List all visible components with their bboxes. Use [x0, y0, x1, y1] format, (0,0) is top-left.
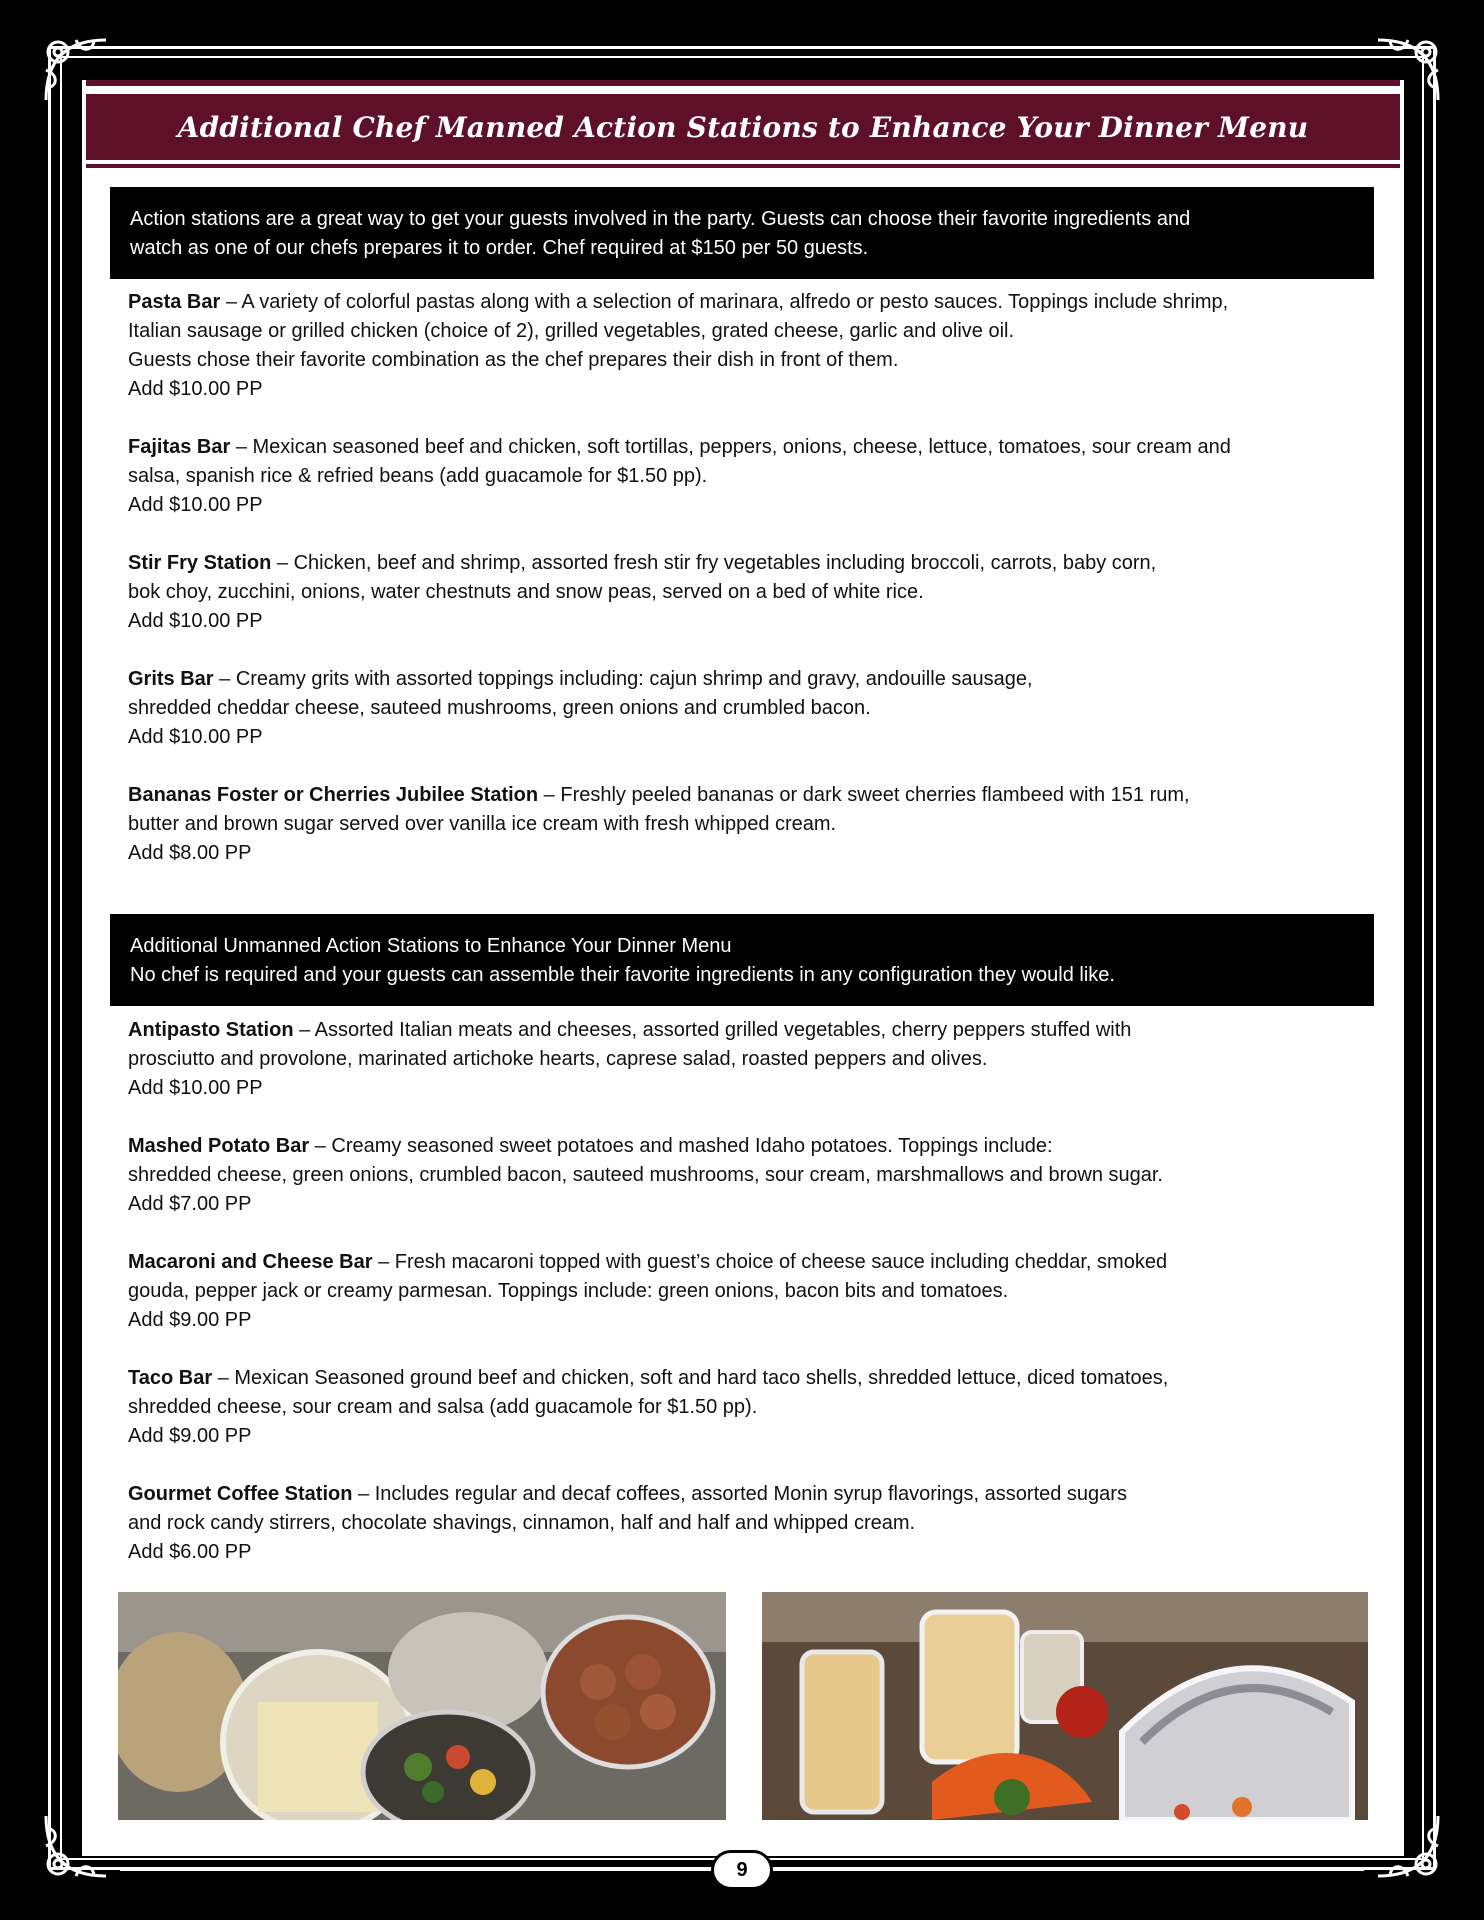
- item-name: Fajitas Bar: [128, 436, 231, 458]
- list-item: [128, 1132, 1368, 1219]
- item-price: Add $6.00 PP: [128, 1541, 252, 1563]
- title-overline: [86, 80, 1400, 86]
- item-name: Taco Bar: [128, 1367, 213, 1389]
- unmanned-intro-line: No chef is required and your guests can assemble their favorite ingredients in any configuration they would like.: [130, 964, 1115, 986]
- item-price: Add $10.00 PP: [128, 610, 263, 632]
- footer-rule-left: [120, 1868, 711, 1871]
- item-price: Add $7.00 PP: [128, 1193, 252, 1215]
- page-number: 9: [711, 1850, 773, 1890]
- item-description: bok choy, zucchini, onions, water chestnuts and snow peas, served on a bed of white rice.: [128, 581, 924, 603]
- page-title: Additional Chef Manned Action Stations to Enhance Your Dinner Menu: [177, 110, 1309, 144]
- manned-intro-line: Action stations are a great way to get your guests involved in the party. Guests can choose their favorite ingredients and: [130, 208, 1191, 230]
- item-price: Add $9.00 PP: [128, 1309, 252, 1331]
- manned-intro-line: watch as one of our chefs prepares it to order. Chef required at $150 per 50 guests.: [130, 237, 869, 259]
- title-banner: [86, 94, 1400, 160]
- item-description: gouda, pepper jack or creamy parmesan. Toppings include: green onions, bacon bits and tomatoes.: [128, 1280, 1009, 1302]
- item-description: butter and brown sugar served over vanilla ice cream with fresh whipped cream.: [128, 813, 837, 835]
- item-price: Add $9.00 PP: [128, 1425, 252, 1447]
- food-photo-buffet: [762, 1592, 1368, 1820]
- item-description: prosciutto and provolone, marinated artichoke hearts, caprese salad, roasted peppers and olives.: [128, 1048, 988, 1070]
- item-description: and rock candy stirrers, chocolate shavings, cinnamon, half and half and whipped cream.: [128, 1512, 916, 1534]
- item-name: Macaroni and Cheese Bar: [128, 1251, 373, 1273]
- list-item: [128, 781, 1368, 868]
- menu-page: [82, 80, 1404, 1856]
- unmanned-items-list: [128, 1016, 1368, 1596]
- list-item: [128, 1364, 1368, 1451]
- item-description: – Creamy seasoned sweet potatoes and mashed Idaho potatoes. Toppings include:: [309, 1135, 1053, 1157]
- page-footer: [0, 1848, 1484, 1892]
- list-item: [128, 549, 1368, 636]
- list-item: [128, 1480, 1368, 1567]
- item-description: – Fresh macaroni topped with guest’s choice of cheese sauce including cheddar, smoked: [372, 1251, 1168, 1273]
- item-description: – Assorted Italian meats and cheeses, assorted grilled vegetables, cherry peppers stuffed with: [293, 1019, 1132, 1041]
- item-price: Add $8.00 PP: [128, 842, 252, 864]
- manned-intro-box: [110, 187, 1374, 279]
- item-description: – Mexican Seasoned ground beef and chicken, soft and hard taco shells, shredded lettuce, diced tomatoes,: [212, 1367, 1169, 1389]
- item-description: – A variety of colorful pastas along with a selection of marinara, alfredo or pesto sauces. Toppings include shrimp,: [220, 291, 1229, 313]
- item-description: – Includes regular and decaf coffees, assorted Monin syrup flavorings, assorted sugars: [352, 1483, 1127, 1505]
- item-description: shredded cheese, sour cream and salsa (add guacamole for $1.50 pp).: [128, 1396, 758, 1418]
- food-photo-jars: [118, 1592, 726, 1820]
- item-description: shredded cheddar cheese, sauteed mushrooms, green onions and crumbled bacon.: [128, 697, 871, 719]
- unmanned-intro-box: [110, 914, 1374, 1006]
- item-description: – Mexican seasoned beef and chicken, soft tortillas, peppers, onions, cheese, lettuce, tomatoes, sour cream and: [230, 436, 1231, 458]
- item-description: Italian sausage or grilled chicken (choice of 2), grilled vegetables, grated cheese, garlic and olive oil.: [128, 320, 1015, 342]
- item-description: – Creamy grits with assorted toppings including: cajun shrimp and gravy, andouille sausage,: [213, 668, 1033, 690]
- item-name: Mashed Potato Bar: [128, 1135, 310, 1157]
- item-name: Gourmet Coffee Station: [128, 1483, 353, 1505]
- unmanned-intro-heading: Additional Unmanned Action Stations to Enhance Your Dinner Menu: [130, 935, 732, 957]
- list-item: [128, 433, 1368, 520]
- item-description: – Chicken, beef and shrimp, assorted fresh stir fry vegetables including broccoli, carrots, baby corn,: [271, 552, 1157, 574]
- item-name: Antipasto Station: [128, 1019, 294, 1041]
- footer-rule-right: [773, 1868, 1364, 1871]
- item-price: Add $10.00 PP: [128, 726, 263, 748]
- item-description: Guests chose their favorite combination as the chef prepares their dish in front of them.: [128, 349, 899, 371]
- list-item: [128, 1248, 1368, 1335]
- list-item: [128, 1016, 1368, 1103]
- manned-items-list: [128, 288, 1368, 897]
- item-description: salsa, spanish rice & refried beans (add guacamole for $1.50 pp).: [128, 465, 708, 487]
- item-name: Stir Fry Station: [128, 552, 272, 574]
- item-price: Add $10.00 PP: [128, 494, 263, 516]
- list-item: [128, 288, 1368, 404]
- title-underline: [86, 164, 1400, 168]
- item-name: Bananas Foster or Cherries Jubilee Station: [128, 784, 539, 806]
- list-item: [128, 665, 1368, 752]
- item-price: Add $10.00 PP: [128, 378, 263, 400]
- item-price: Add $10.00 PP: [128, 1077, 263, 1099]
- item-name: Grits Bar: [128, 668, 214, 690]
- item-name: Pasta Bar: [128, 291, 221, 313]
- item-description: shredded cheese, green onions, crumbled bacon, sauteed mushrooms, sour cream, marshmallows and brown sugar.: [128, 1164, 1163, 1186]
- item-description: – Freshly peeled bananas or dark sweet cherries flambeed with 151 rum,: [538, 784, 1190, 806]
